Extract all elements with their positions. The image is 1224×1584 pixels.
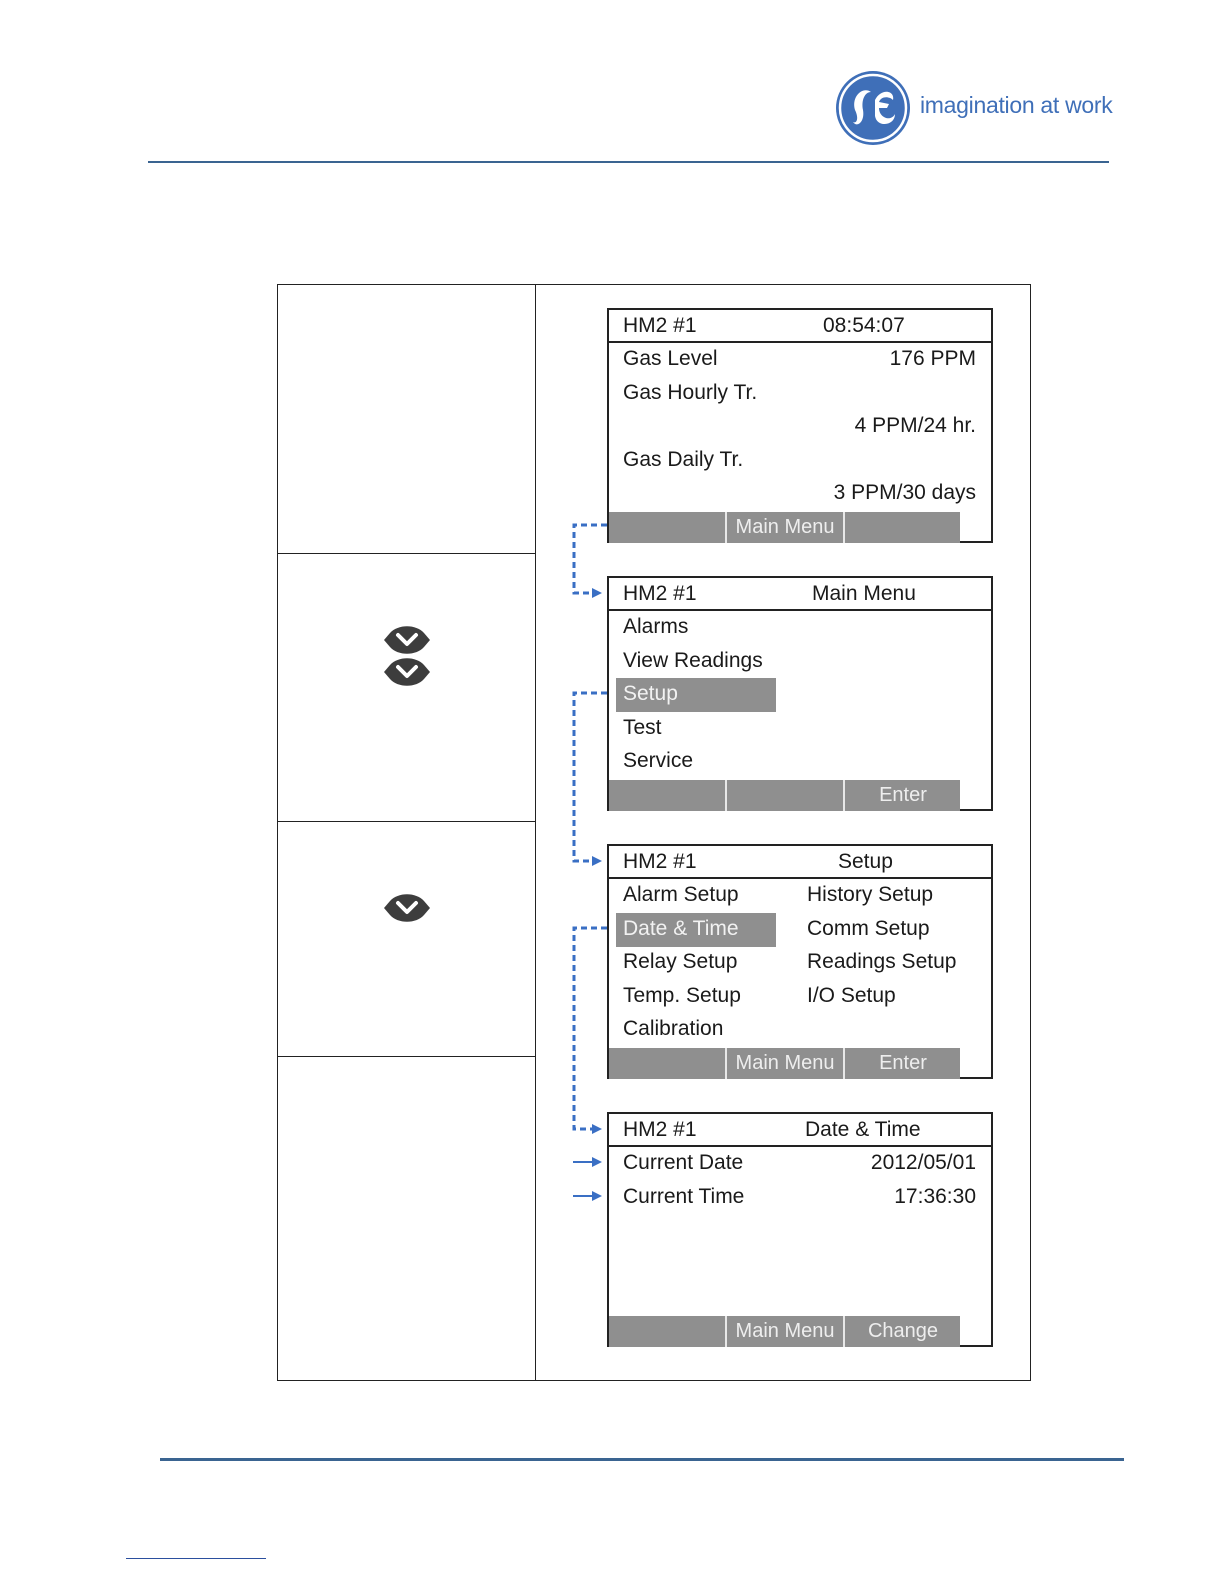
screen-title: HM2 #1 [623,314,697,337]
screen-name: Main Menu [812,582,916,605]
change-softkey[interactable]: Change [867,1320,939,1342]
current-date-value: 2012/05/01 [870,1151,976,1174]
menu-item-alarms[interactable]: Alarms [623,615,689,638]
gas-daily-label: Gas Daily Tr. [623,448,744,471]
menu-item-setup[interactable]: Setup [623,682,678,705]
gas-level-value: 176 PPM [889,347,976,370]
gas-hourly-value: 4 PPM/24 hr. [854,414,976,437]
gas-level-label: Gas Level [623,347,718,370]
screen-title: HM2 #1 [623,850,697,873]
current-date-label: Current Date [623,1151,744,1174]
tagline: imagination at work [920,92,1113,118]
screen-name: Setup [838,850,893,873]
screen-title: HM2 #1 [623,582,697,605]
enter-softkey[interactable]: Enter [879,1052,927,1074]
footer-link-underline[interactable] [126,1558,266,1559]
dashed-connector [574,928,607,1129]
footer-rule [160,1458,1124,1461]
clock-readout: 08:54:07 [823,314,905,337]
enter-softkey[interactable]: Enter [879,784,927,806]
menu-item-io-setup[interactable]: I/O Setup [807,984,896,1007]
menu-item-comm-setup[interactable]: Comm Setup [807,917,930,940]
main-menu-softkey[interactable]: Main Menu [735,1320,835,1342]
main-menu-softkey[interactable]: Main Menu [735,516,835,538]
menu-item-service[interactable]: Service [623,749,694,772]
screen-name: Date & Time [805,1118,921,1141]
gas-daily-value: 3 PPM/30 days [833,481,976,504]
menu-item-alarm-setup[interactable]: Alarm Setup [623,883,739,906]
menu-item-test[interactable]: Test [623,716,662,739]
menu-item-history-setup[interactable]: History Setup [807,883,934,906]
menu-item-readings-setup[interactable]: Readings Setup [807,950,957,973]
menu-item-calibration[interactable]: Calibration [623,1017,724,1040]
gas-hourly-label: Gas Hourly Tr. [623,381,758,404]
dashed-connector [574,525,607,593]
menu-item-relay-setup[interactable]: Relay Setup [623,950,738,973]
dashed-connector [574,693,607,861]
menu-item-temp-setup[interactable]: Temp. Setup [623,984,741,1007]
screen-title: HM2 #1 [623,1118,697,1141]
menu-item-view-readings[interactable]: View Readings [623,649,763,672]
main-menu-softkey[interactable]: Main Menu [735,1052,835,1074]
menu-item-date-time[interactable]: Date & Time [623,917,739,940]
current-time-value: 17:36:30 [894,1185,976,1208]
current-time-label: Current Time [623,1185,745,1208]
